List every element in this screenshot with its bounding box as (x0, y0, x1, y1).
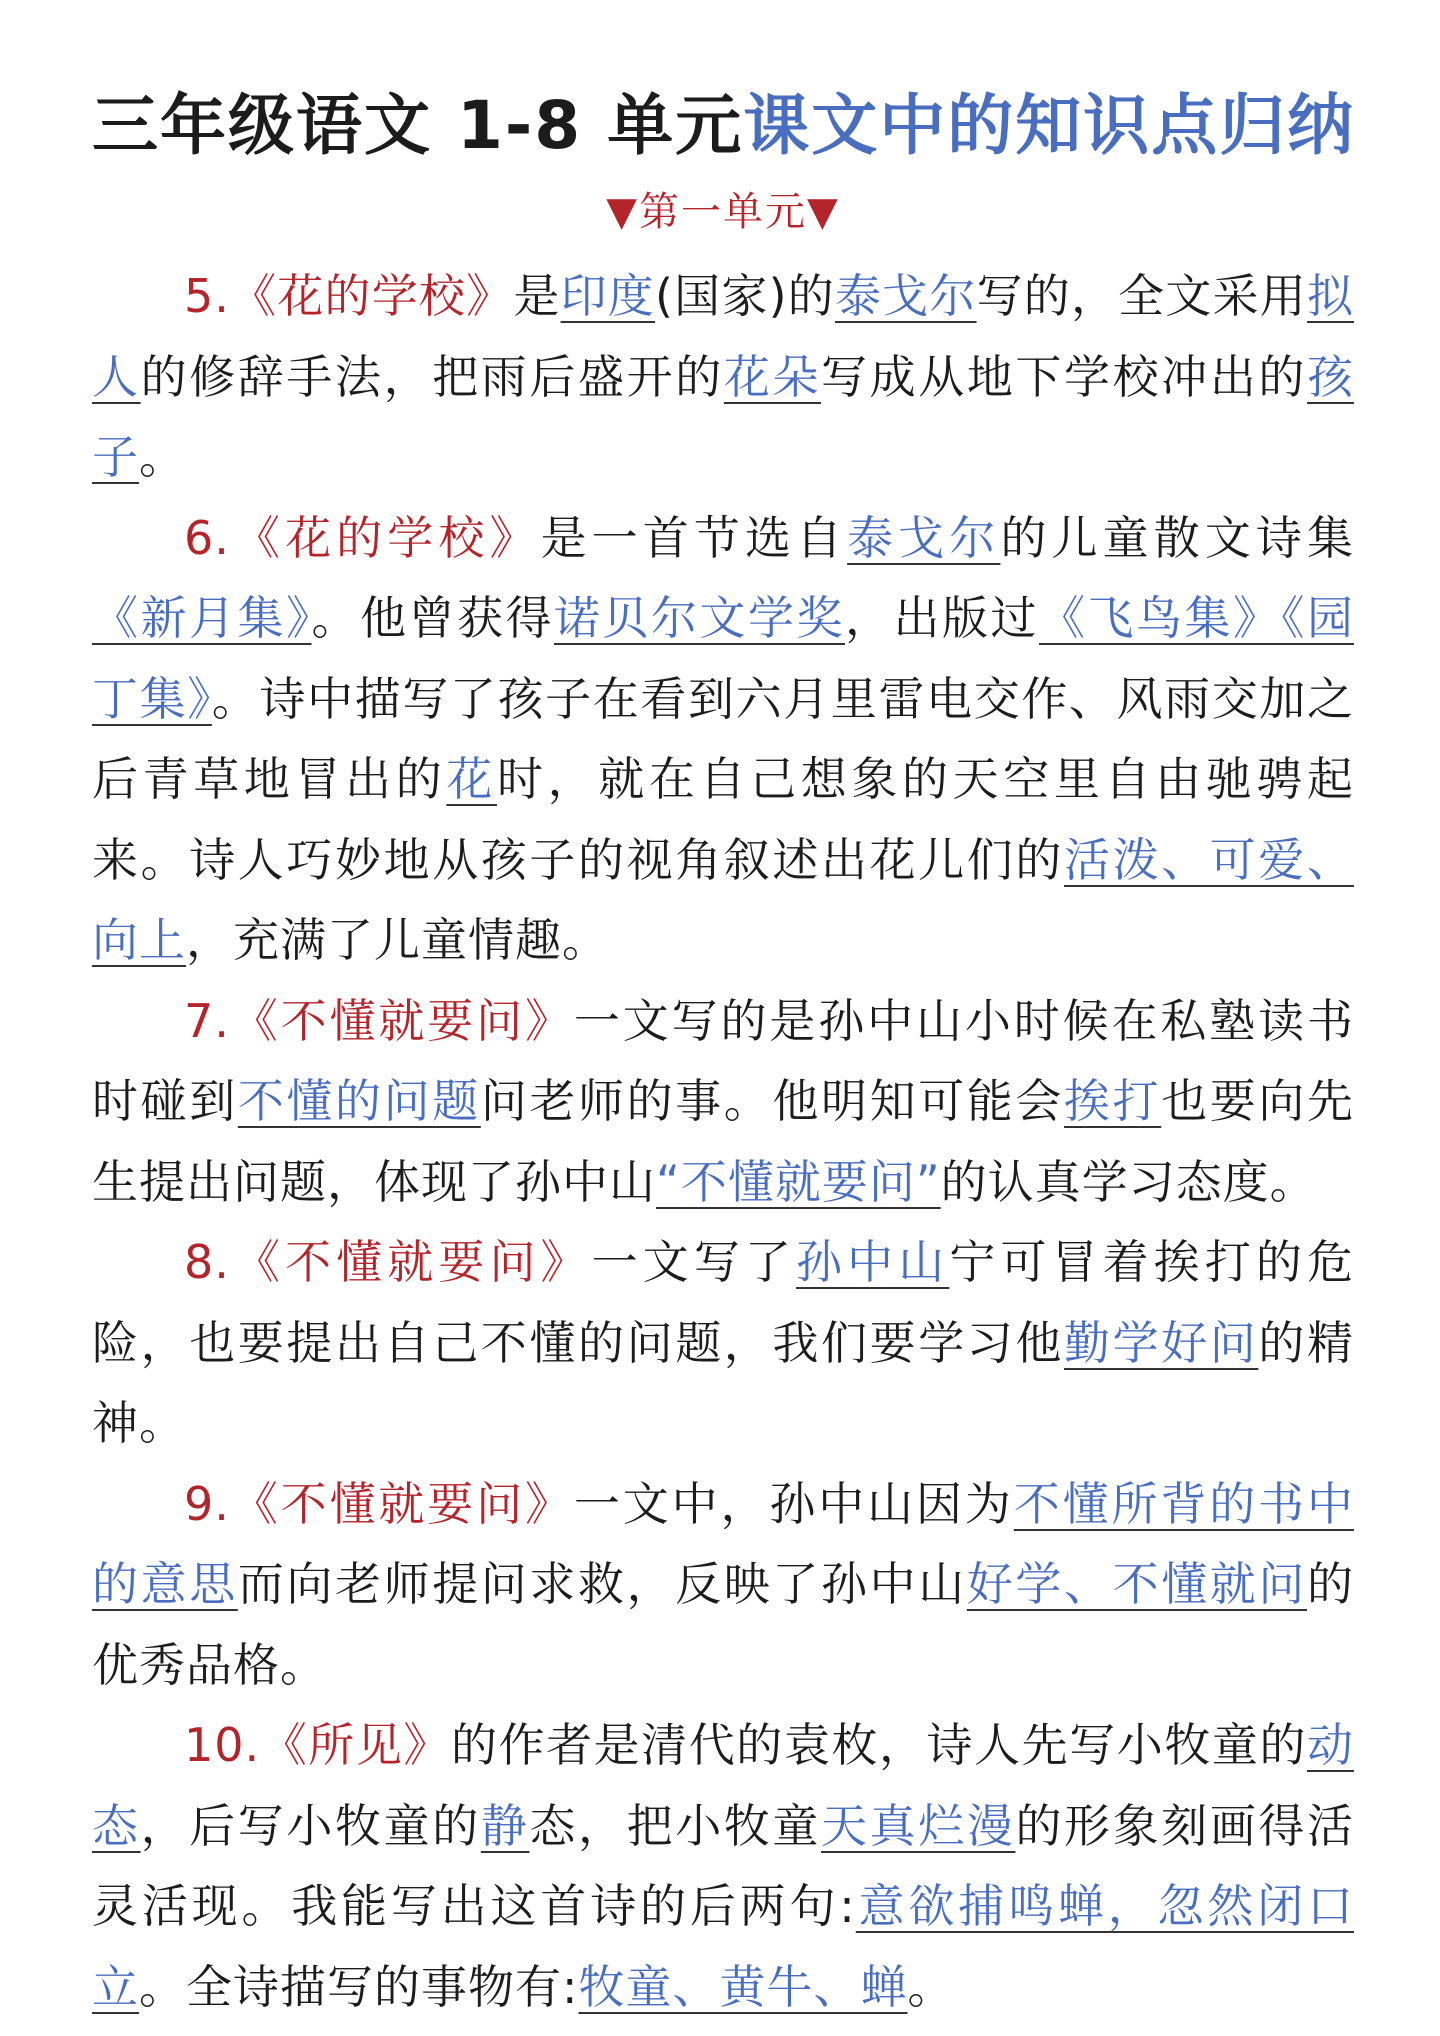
item-text: 的修辞手法，把雨后盛开的 (140, 349, 724, 404)
highlighted-answer: 好学、不懂就问 (966, 1557, 1308, 1611)
highlighted-answer: 挨打 (1064, 1074, 1162, 1128)
item-text: 的认真学习态度。 (940, 1154, 1317, 1209)
highlighted-answer: 《飞鸟集》《园丁集》 (92, 591, 1354, 726)
item-text: 而向老师提问求救，反映了孙中山 (237, 1557, 967, 1611)
item-text: 是一首节选自 (540, 510, 848, 565)
item-text: 的优秀品格。 (92, 1557, 1355, 1692)
item-text: 一文写的是孙中山小时候在私塾读书时碰到 (92, 993, 1355, 1128)
highlighted-answer: 意欲捕鸣蝉，忽然闭口立 (92, 1879, 1355, 2014)
item-text: ，充满了儿童情趣。 (186, 913, 609, 967)
item-text: 的精神。 (92, 1315, 1355, 1450)
title-black-part: 三年级语文 1-8 单元 (92, 87, 744, 164)
item-text: 宁可冒着挨打的危险，也要提出自己不懂的问题，我们要学习他 (92, 1235, 1355, 1370)
item-title: 9.《不懂就要问》 (184, 1476, 574, 1531)
item-text: (国家)的 (655, 269, 835, 323)
page-title (92, 78, 1354, 174)
knowledge-point (92, 981, 1354, 1223)
highlighted-answer: 花 (446, 752, 497, 806)
item-text: 。全诗描写的事物有: (139, 1959, 579, 2014)
item-title: 10.《所见》 (184, 1718, 451, 1772)
highlighted-answer: 泰戈尔 (834, 269, 977, 323)
highlighted-answer: 不懂的问题 (237, 1074, 481, 1128)
knowledge-point (92, 1464, 1354, 1706)
highlighted-answer: 孩子 (92, 349, 1355, 484)
highlighted-answer: 静 (480, 1798, 530, 1853)
item-text: 一文中，孙中山因为 (573, 1476, 1014, 1531)
item-title: 8.《不懂就要问》 (184, 1235, 592, 1289)
highlighted-answer: 动态 (92, 1718, 1355, 1853)
item-text: 是 (513, 269, 561, 323)
item-text: ，出版过 (845, 591, 1039, 645)
highlighted-answer: 花朵 (723, 349, 822, 404)
item-title: 6.《花的学校》 (184, 510, 541, 565)
highlighted-answer: 勤学好问 (1064, 1315, 1259, 1370)
item-text: 。诗中描写了孩子在看到六月里雷电交作、风雨交加之后青草地冒出的 (92, 671, 1355, 806)
item-text: 的作者是清代的袁枚，诗人先写小牧童的 (450, 1718, 1308, 1772)
knowledge-list (92, 256, 1354, 2027)
unit-heading: ▼第一单元▼ (606, 189, 840, 235)
item-text: 写成从地下学校冲出的 (821, 349, 1308, 404)
item-text: 问老师的事。他明知可能会 (480, 1074, 1065, 1128)
knowledge-point (92, 1705, 1354, 2027)
knowledge-point (92, 498, 1354, 981)
item-text: 写的，全文采用 (976, 269, 1308, 323)
item-text: ，后写小牧童的 (140, 1798, 481, 1853)
item-text: 。 (907, 1959, 955, 2014)
highlighted-answer: 活泼、可爱、向上 (92, 832, 1355, 967)
item-text: 的儿童散文诗集 (1000, 510, 1355, 565)
knowledge-point (92, 1222, 1354, 1464)
highlighted-answer: 不懂所背的书中的意思 (92, 1476, 1355, 1611)
item-text: 也要向先生提出问题，体现了孙中山 (92, 1074, 1355, 1209)
highlighted-answer: 《新月集》 (92, 591, 312, 645)
highlighted-answer: 泰戈尔 (847, 510, 1001, 565)
item-title: 5.《花的学校》 (184, 269, 514, 323)
highlighted-answer: 诺贝尔文学奖 (554, 591, 845, 645)
item-text: 。他曾获得 (311, 591, 554, 645)
knowledge-point (92, 256, 1354, 498)
highlighted-answer: 孙中山 (796, 1235, 950, 1289)
highlighted-answer: 印度 (560, 269, 655, 323)
highlighted-answer: 天真烂漫 (821, 1798, 1016, 1853)
item-text: 。 (139, 430, 186, 484)
highlighted-answer: 牧童、黄牛、蝉 (578, 1959, 908, 2014)
highlighted-answer: “不懂就要问” (656, 1154, 941, 1209)
item-text: 的形象刻画得活灵活现。我能写出这首诗的后两句: (92, 1798, 1355, 1933)
title-blue-part: 课文中的知识点归纳 (743, 87, 1356, 164)
item-text: 时，就在自己想象的天空里自由驰骋起来。诗人巧妙地从孩子的视角叙述出花儿们的 (92, 752, 1354, 887)
highlighted-answer: 拟人 (92, 269, 1355, 404)
item-text: 态，把小牧童 (529, 1798, 822, 1853)
item-text: 一文写了 (591, 1235, 797, 1289)
item-title: 7.《不懂就要问》 (184, 993, 574, 1048)
